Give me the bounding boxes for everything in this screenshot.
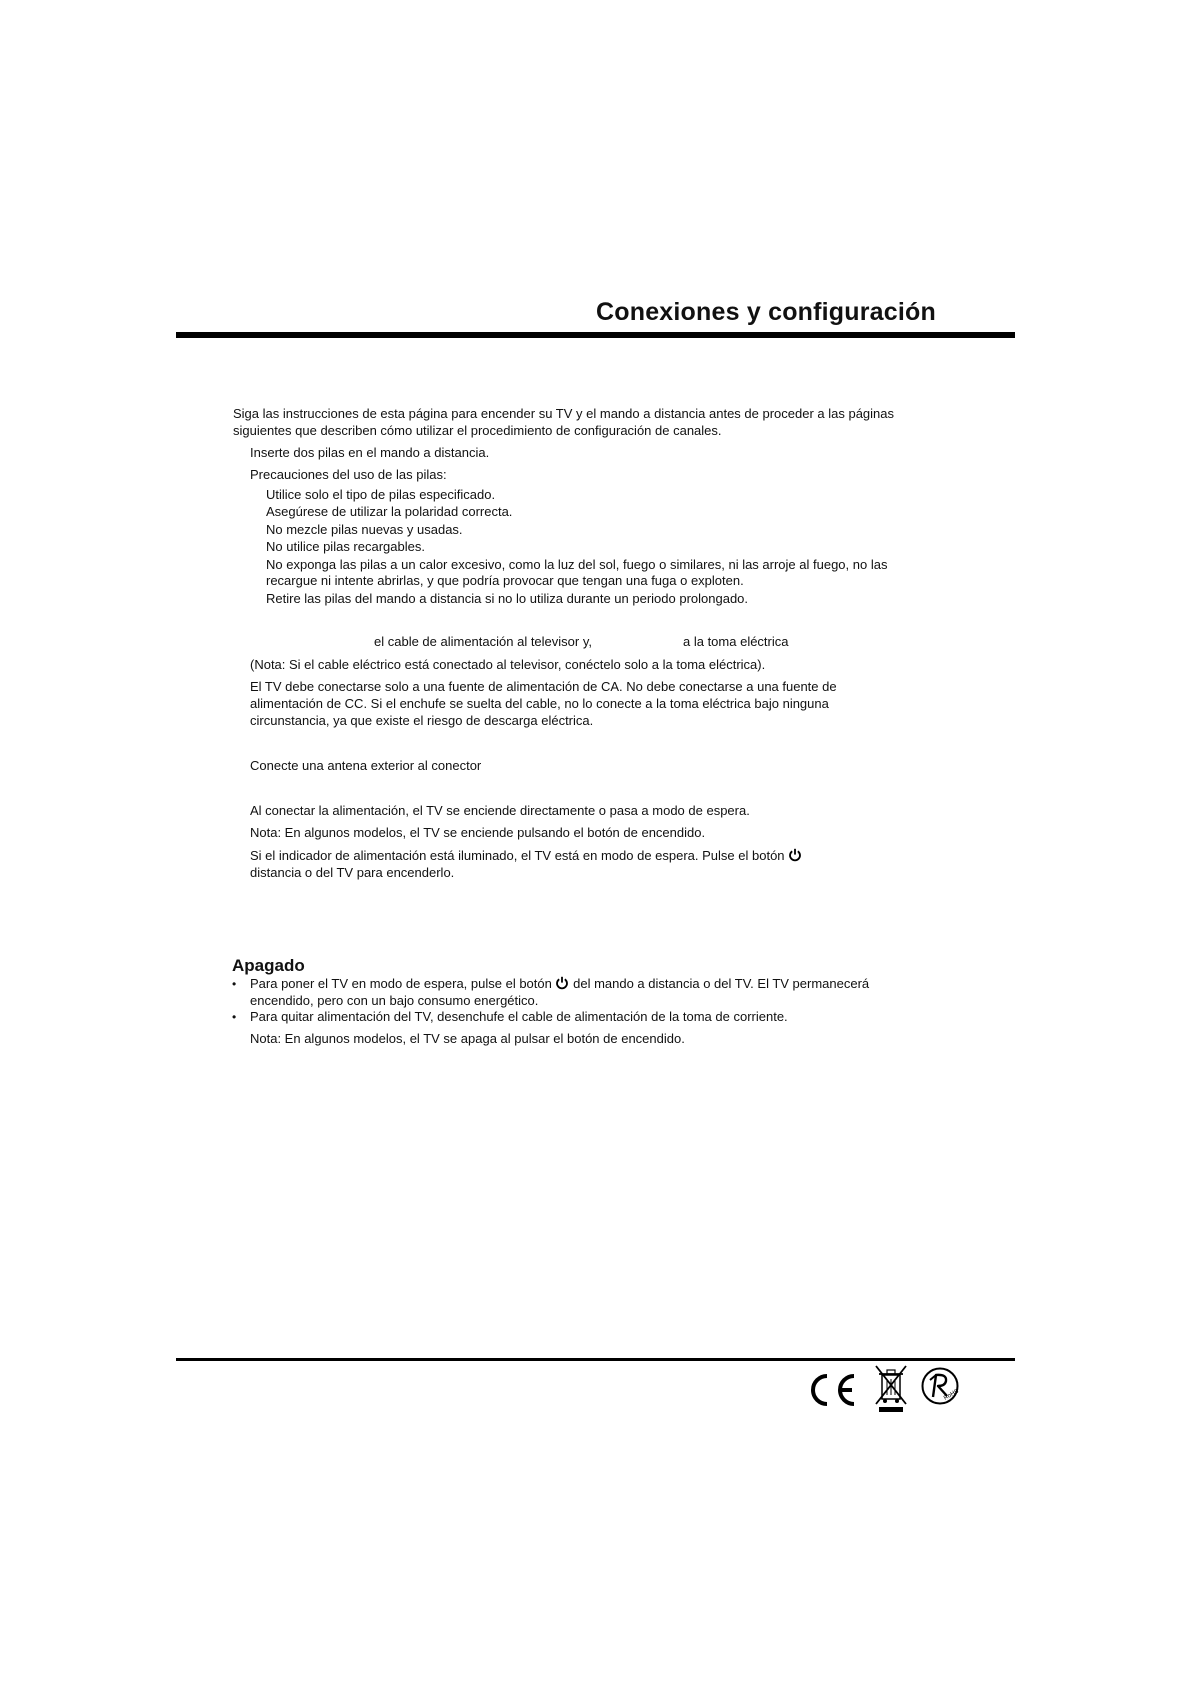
power-cable-text-2: a la toma eléctrica bbox=[683, 634, 789, 649]
precaution-item: Retire las pilas del mando a distancia si no lo utiliza durante un periodo prolongado. bbox=[266, 591, 749, 606]
weee-bin-icon bbox=[873, 1363, 909, 1413]
precaution-item: Asegúrese de utilizar la polaridad correcta. bbox=[266, 504, 513, 519]
bullet-marker: • bbox=[232, 977, 237, 991]
power-warning-line-3: circunstancia, ya que existe el riesgo de descarga eléctrica. bbox=[250, 713, 594, 728]
antenna-text: Conecte una antena exterior al conector bbox=[250, 758, 482, 773]
battery-precautions-title: Precauciones del uso de las pilas: bbox=[250, 467, 447, 482]
header-rule bbox=[176, 332, 1015, 338]
rohs-logo bbox=[920, 1366, 960, 1406]
apagado-bullet-1-cont: encendido, pero con un bajo consumo energético. bbox=[250, 993, 539, 1008]
switch-on-line-1: Al conectar la alimentación, el TV se enciende directamente o pasa a modo de espera. bbox=[250, 803, 750, 818]
intro-line-2: siguientes que describen cómo utilizar el procedimiento de configuración de canales. bbox=[233, 423, 722, 438]
footer-rule bbox=[176, 1358, 1015, 1361]
apagado-bullet-1-text-a: Para poner el TV en modo de espera, pulse el botón bbox=[250, 976, 552, 991]
power-note: (Nota: Si el cable eléctrico está conectado al televisor, conéctelo solo a la toma eléctrica). bbox=[250, 657, 766, 672]
precaution-item: No exponga las pilas a un calor excesivo, como la luz del sol, fuego o similares, ni las arroje al fuego, no las bbox=[266, 557, 888, 572]
page-title: Conexiones y configuración bbox=[596, 298, 936, 326]
switch-on-line-4: distancia o del TV para encenderlo. bbox=[250, 865, 455, 880]
power-warning-line-2: alimentación de CC. Si el enchufe se suelta del cable, no lo conecte a la toma eléctrica bajo ninguna bbox=[250, 696, 829, 711]
intro-line-1: Siga las instrucciones de esta página para encender su TV y el mando a distancia antes de proceder a las páginas bbox=[233, 406, 895, 421]
switch-on-line-3-text: Si el indicador de alimentación está iluminado, el TV está en modo de espera. Pulse el botón bbox=[250, 848, 785, 863]
apagado-bullet-1 bbox=[250, 976, 869, 992]
insert-batteries-text: Inserte dos pilas en el mando a distancia. bbox=[250, 445, 490, 460]
apagado-note: Nota: En algunos modelos, el TV se apaga al pulsar el botón de encendido. bbox=[250, 1031, 685, 1046]
switch-on-line-3 bbox=[250, 848, 802, 864]
power-warning-line-1: El TV debe conectarse solo a una fuente de alimentación de CA. No debe conectarse a una fuente de bbox=[250, 679, 837, 694]
apagado-bullet-1-text-b: del mando a distancia o del TV. El TV permanecerá bbox=[573, 976, 870, 991]
apagado-heading: Apagado bbox=[232, 956, 305, 975]
ce-mark-logo bbox=[806, 1372, 858, 1408]
precaution-item: recargue ni intente abrirlas, y que podría provocar que tengan una fuga o exploten. bbox=[266, 573, 744, 588]
power-icon bbox=[555, 976, 569, 990]
precaution-item: No utilice pilas recargables. bbox=[266, 539, 425, 554]
precaution-item: No mezcle pilas nuevas y usadas. bbox=[266, 522, 463, 537]
rohs-label: RoHS bbox=[943, 1388, 960, 1402]
power-cable-text-1: el cable de alimentación al televisor y, bbox=[374, 634, 592, 649]
switch-on-note: Nota: En algunos modelos, el TV se enciende pulsando el botón de encendido. bbox=[250, 825, 706, 840]
apagado-bullet-2: Para quitar alimentación del TV, desenchufe el cable de alimentación de la toma de corriente. bbox=[250, 1009, 788, 1024]
power-icon bbox=[788, 848, 802, 862]
precaution-item: Utilice solo el tipo de pilas especificado. bbox=[266, 487, 496, 502]
bullet-marker: • bbox=[232, 1010, 237, 1024]
